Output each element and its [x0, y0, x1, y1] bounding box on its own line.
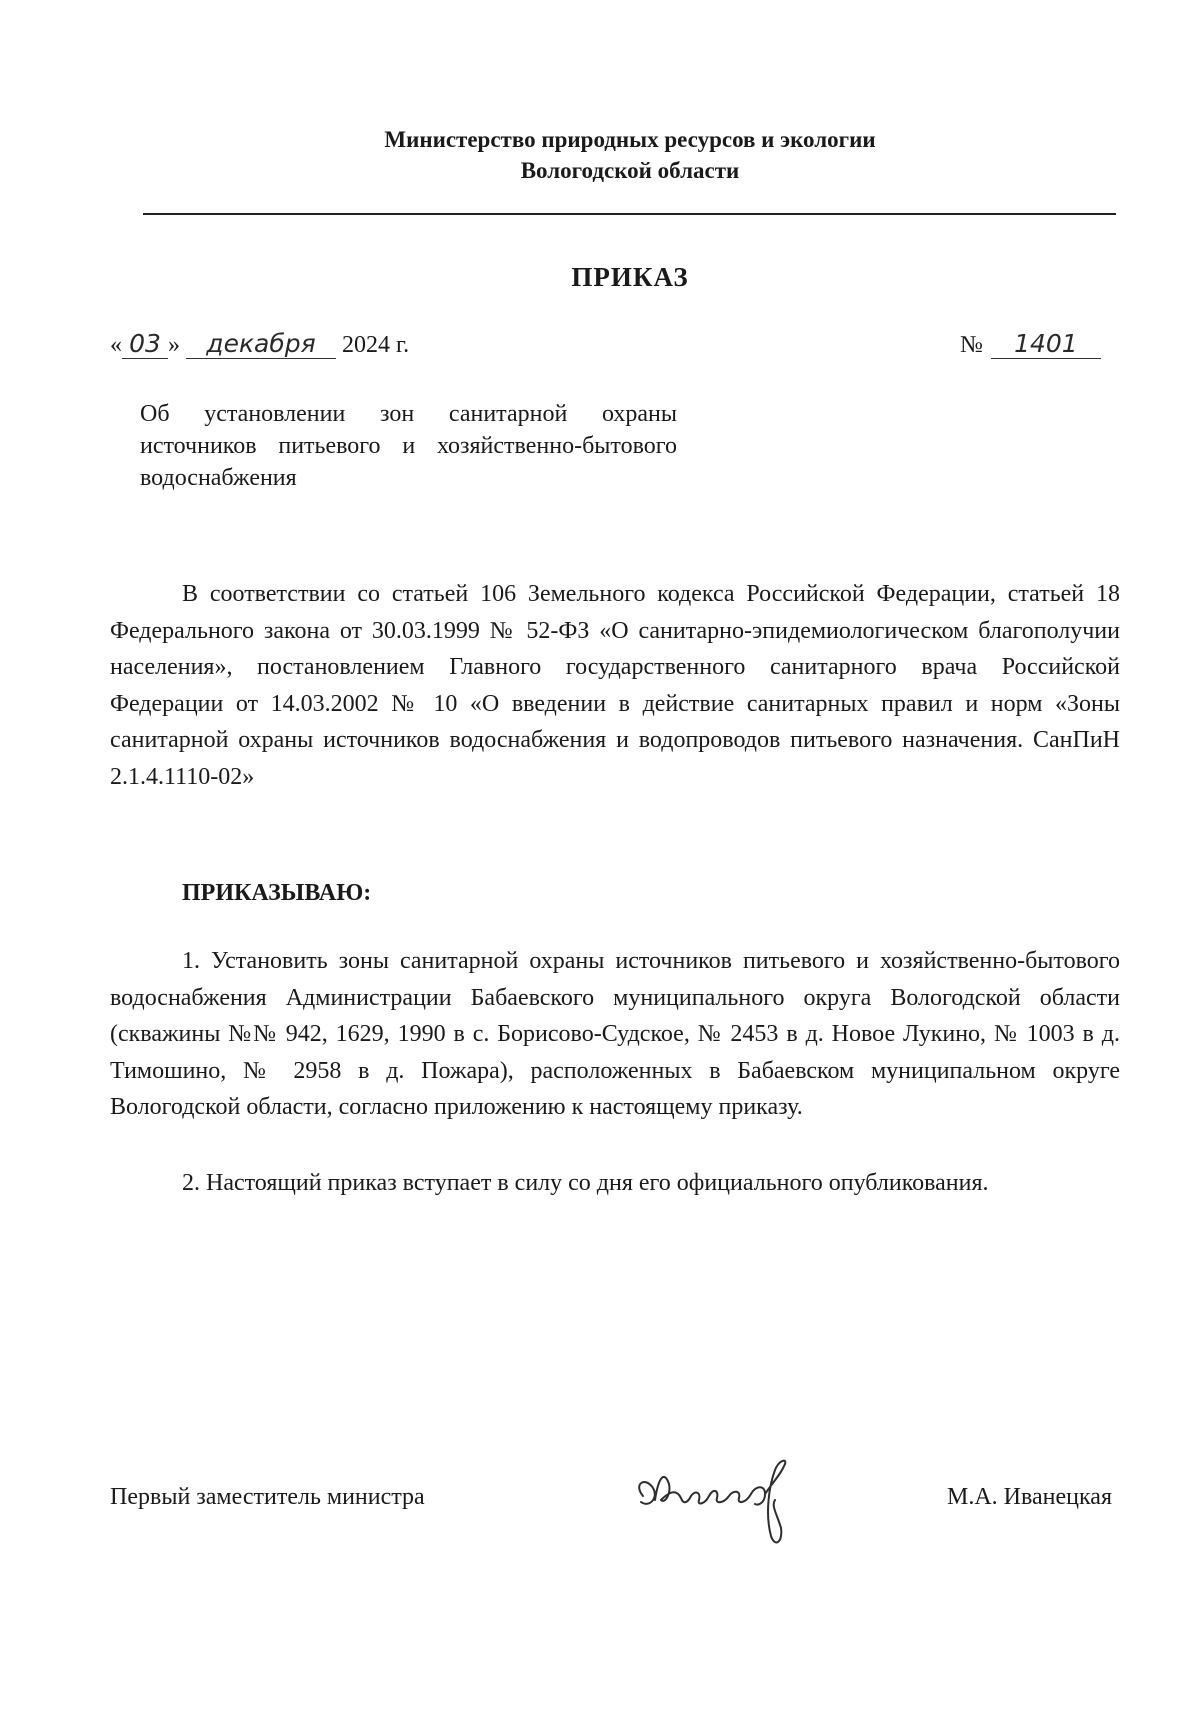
number-label: № — [960, 332, 983, 358]
order-item-2: 2. Настоящий приказ вступает в силу со дня его официального опубликования. — [182, 1170, 989, 1196]
signer-title: Первый заместитель министра — [110, 1484, 425, 1510]
document-subject: Об установлении зон санитарной охраны источников питьевого и хозяйственно-бытового водоснабжения — [140, 401, 677, 491]
ministry-header — [140, 124, 1120, 186]
ministry-name: Министерство природных ресурсов и экологии — [384, 127, 876, 152]
header-divider — [143, 213, 1116, 215]
order-item-1: 1. Установить зоны санитарной охраны источников питьевого и хозяйственно-бытового водоснабжения Администрации Бабаевского муниципального округа Вологодской области (скважины №№ 942, 1629, 1990 в с. Борисово-Судское, № 2453 в д. Новое Лукино, № 1003 в д. Тимошино, № 2958 в д. Пожара), расположенных в Бабаевском муниципальном округе Вологодской области, согласно приложению к настоящему приказу. — [110, 948, 1120, 1120]
ministry-region: Вологодской области — [520, 158, 740, 183]
number-value-handwritten: 1401 — [991, 330, 1101, 359]
date-year: 2024 г. — [342, 332, 410, 358]
date-close-quote: » — [168, 332, 180, 358]
document-number — [960, 330, 1101, 359]
date-open-quote: « — [110, 332, 122, 358]
document-type: ПРИКАЗ — [571, 262, 689, 292]
order-keyword: ПРИКАЗЫВАЮ: — [182, 880, 372, 906]
date-day-handwritten: 03 — [122, 330, 168, 359]
date-month-handwritten: декабря — [186, 330, 336, 359]
handwritten-signature — [625, 1454, 825, 1554]
preamble-paragraph: В соответствии со статьей 106 Земельного кодекса Российской Федерации, статьей 18 Федерального закона от 30.03.1999 № 52-ФЗ «О санитарно-эпидемиологическом благополучии населения», постановлением Главного государственного санитарного врача Российской Федерации от 14.03.2002 № 10 «О введении в действие санитарных правил и норм «Зоны санитарной охраны источников водоснабжения и водопроводов питьевого назначения. СанПиН 2.1.4.1110-02» — [110, 581, 1120, 790]
signer-name: М.А. Иванецкая — [947, 1484, 1112, 1510]
document-date — [110, 330, 409, 359]
